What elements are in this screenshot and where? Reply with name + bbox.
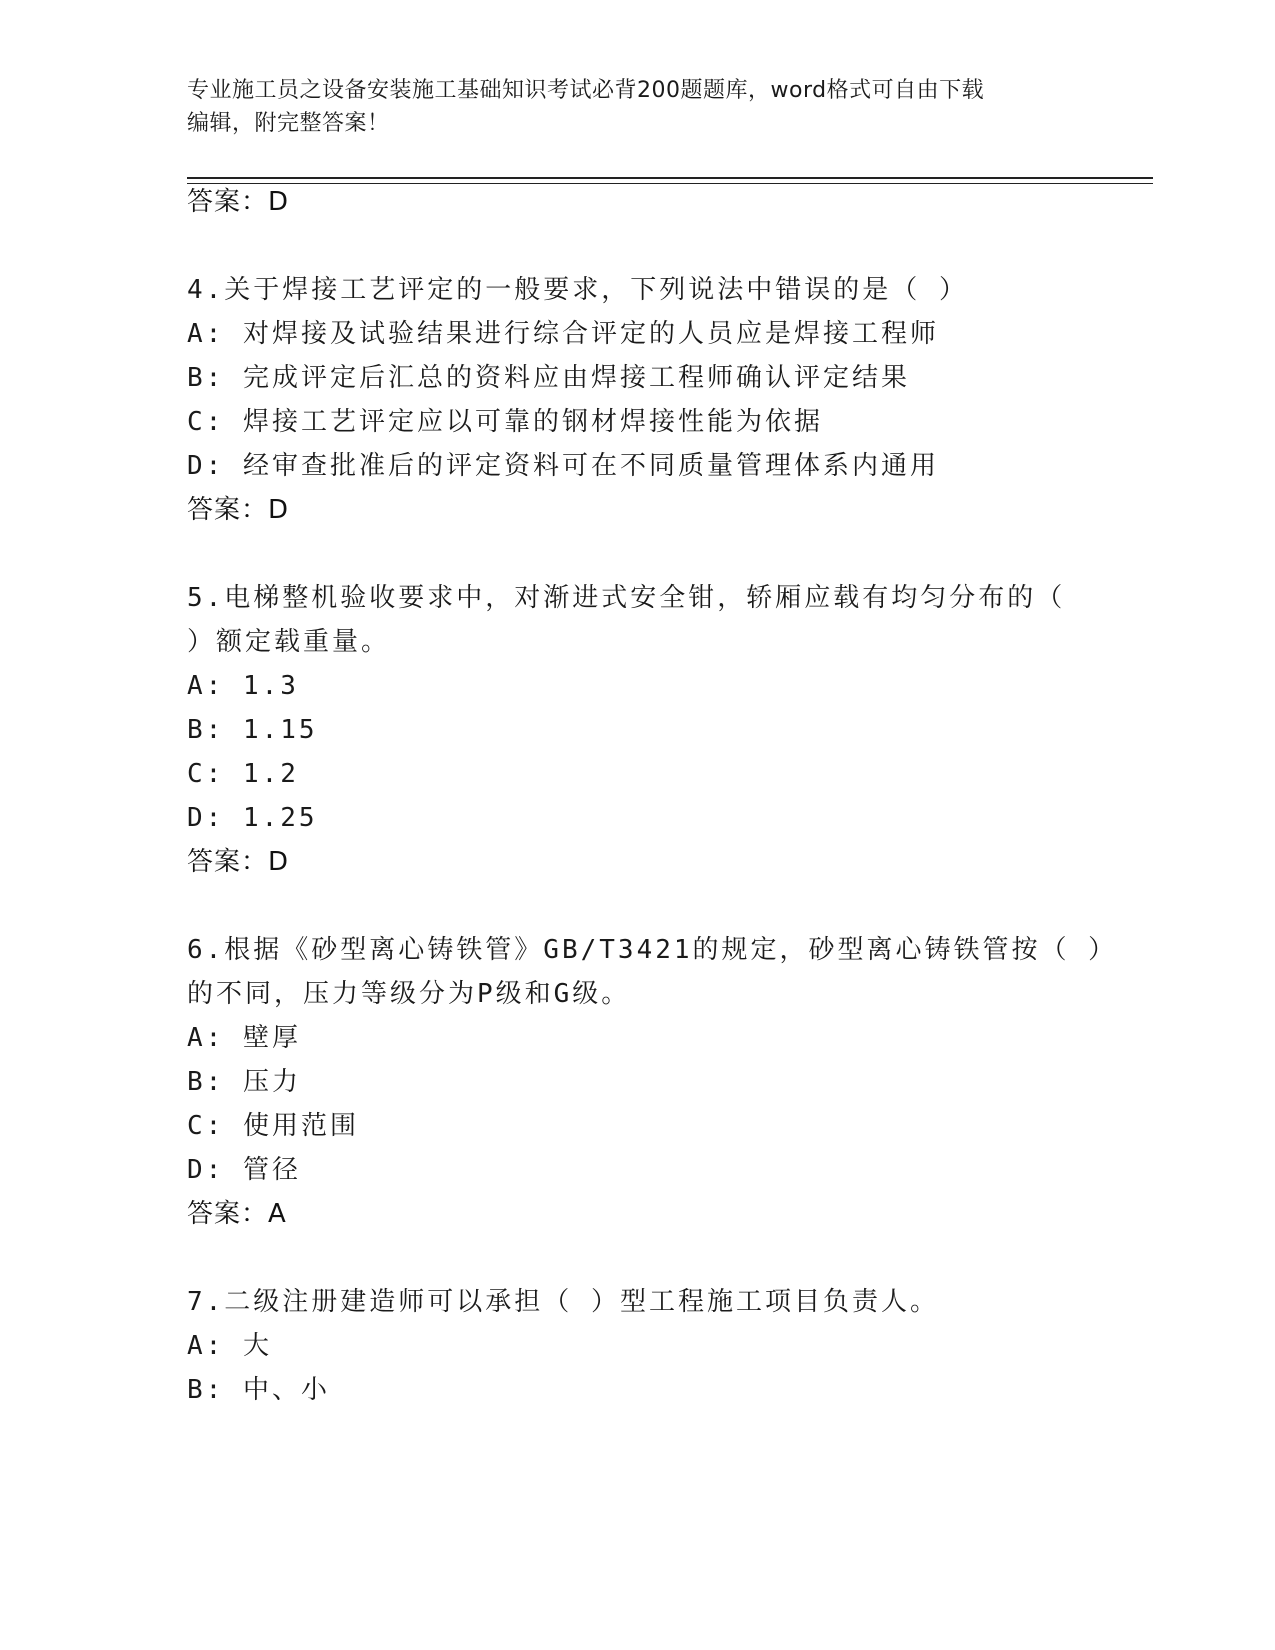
question-6-option-b: B: 压力: [187, 1067, 301, 1097]
question-7-option-a: A: 大: [187, 1331, 272, 1361]
header-rule-thin: [187, 183, 1153, 184]
question-4-option-d: D: 经审查批准后的评定资料可在不同质量管理体系内通用: [187, 451, 939, 481]
answer-q5: 答案：D: [187, 847, 290, 877]
question-6-stem-line-1: 6.根据《砂型离心铸铁管》GB/T3421的规定，砂型离心铸铁管按（ ）: [187, 935, 1118, 965]
answer-q4: 答案：D: [187, 495, 290, 525]
question-7-option-b: B: 中、小: [187, 1375, 330, 1405]
header-title-line-2: 编辑，附完整答案！: [187, 111, 390, 136]
question-5-option-a: A: 1.3: [187, 671, 299, 701]
question-6-stem-line-2: 的不同，压力等级分为P级和G级。: [187, 979, 631, 1009]
question-6-option-c: C: 使用范围: [187, 1111, 359, 1141]
question-4-option-c: C: 焊接工艺评定应以可靠的钢材焊接性能为依据: [187, 407, 823, 437]
answer-q3: 答案：D: [187, 187, 290, 217]
header-rule-thick: [187, 177, 1153, 179]
question-6-option-d: D: 管径: [187, 1155, 301, 1185]
question-5-option-b: B: 1.15: [187, 715, 318, 745]
page-header: [187, 74, 1067, 140]
question-5-option-c: C: 1.2: [187, 759, 299, 789]
question-4-option-b: B: 完成评定后汇总的资料应由焊接工程师确认评定结果: [187, 363, 910, 393]
question-5-stem-line-1: 5.电梯整机验收要求中，对渐进式安全钳，轿厢应载有均匀分布的（: [187, 583, 1066, 613]
question-6-option-a: A: 壁厚: [187, 1023, 301, 1053]
question-5-stem-line-2: ）额定载重量。: [187, 627, 391, 657]
question-4-option-a: A: 对焊接及试验结果进行综合评定的人员应是焊接工程师: [187, 319, 939, 349]
answer-q6: 答案：A: [187, 1199, 287, 1229]
question-5-option-d: D: 1.25: [187, 803, 318, 833]
question-7-stem: 7.二级注册建造师可以承担（ ）型工程施工项目负责人。: [187, 1287, 939, 1317]
header-title-line-1: 专业施工员之设备安装施工基础知识考试必背200题题库，word格式可自由下载: [187, 78, 985, 103]
question-4-stem: 4.关于焊接工艺评定的一般要求，下列说法中错误的是（ ）: [187, 275, 968, 305]
